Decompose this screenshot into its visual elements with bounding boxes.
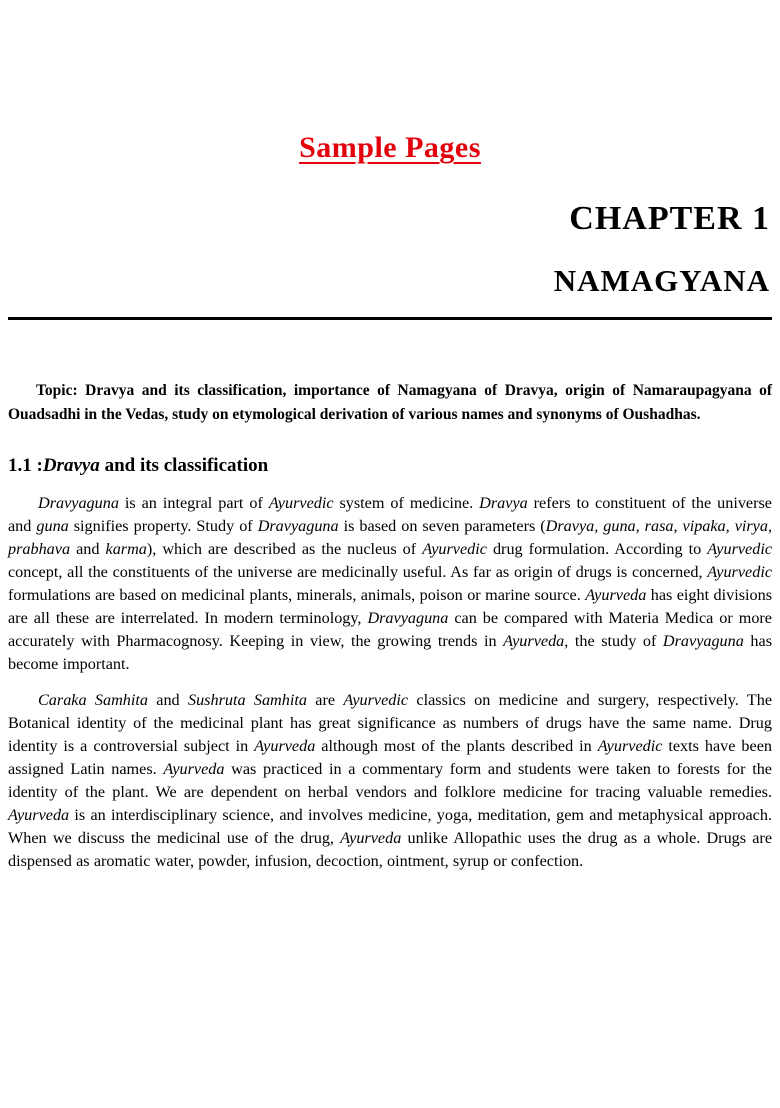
sample-pages-title <box>8 0 772 163</box>
body-paragraph: Caraka Samhita and Sushruta Samhita are Ayurvedic classics on medicine and surgery, respectively. The Botanical identity of the medicinal plant has great significance as numbers of drugs have the same name. Drug identity is a controversial subject in Ayurveda although most of the plants described in Ayurvedic texts have been assigned Latin names. Ayurveda was practiced in a commentary form and students were taken to forests for the identity of the plant. We are dependent on herbal vendors and folklore medicine for tracing valuable remedies. Ayurveda is an interdisciplinary science, and involves medicine, yoga, meditation, gem and metaphysical approach. When we discuss the medicinal use of the drug, Ayurveda unlike Allopathic uses the drug as a whole. Drugs are dispensed as aromatic water, powder, infusion, decoction, ointment, syrup or confection. <box>8 690 773 870</box>
chapter-name: NAMAGYANA <box>553 263 770 298</box>
section-heading-number: 1.1 : <box>8 455 43 477</box>
sample-pages-title-text: Sample Pages <box>299 131 481 164</box>
chapter-number: CHAPTER 1 <box>569 200 770 237</box>
section-heading <box>8 426 772 479</box>
section-heading-italic: Dravya <box>42 455 100 477</box>
topic-paragraph: Topic: Dravya and its classification, importance of Namagyana of Dravya, origin of Namaraupagyana of Ouadsadhi in the Vedas, study on etymological derivation of various names and synonyms of Oushadhas. <box>8 382 772 423</box>
section-heading-rest: and its classification <box>99 455 269 477</box>
body-paragraphs <box>8 479 772 873</box>
body-paragraph: Dravyaguna is an integral part of Ayurvedic system of medicine. Dravya refers to constituent of the universe and guna signifies property. Study of Dravyaguna is based on seven parameters (Dravya, guna, rasa, vipaka, virya, prabhava and karma), which are described as the nucleus of Ayurvedic drug formulation. According to Ayurvedic concept, all the constituents of the universe are medicinally useful. As far as origin of drugs is concerned, Ayurvedic formulations are based on medicinal plants, minerals, animals, poison or marine source. Ayurveda has eight divisions are all these are interrelated. In modern terminology, Dravyaguna can be compared with Materia Medica or more accurately with Pharmacognosy. Keeping in view, the growing trends in Ayurveda, the study of Dravyaguna has become important. <box>8 493 773 673</box>
